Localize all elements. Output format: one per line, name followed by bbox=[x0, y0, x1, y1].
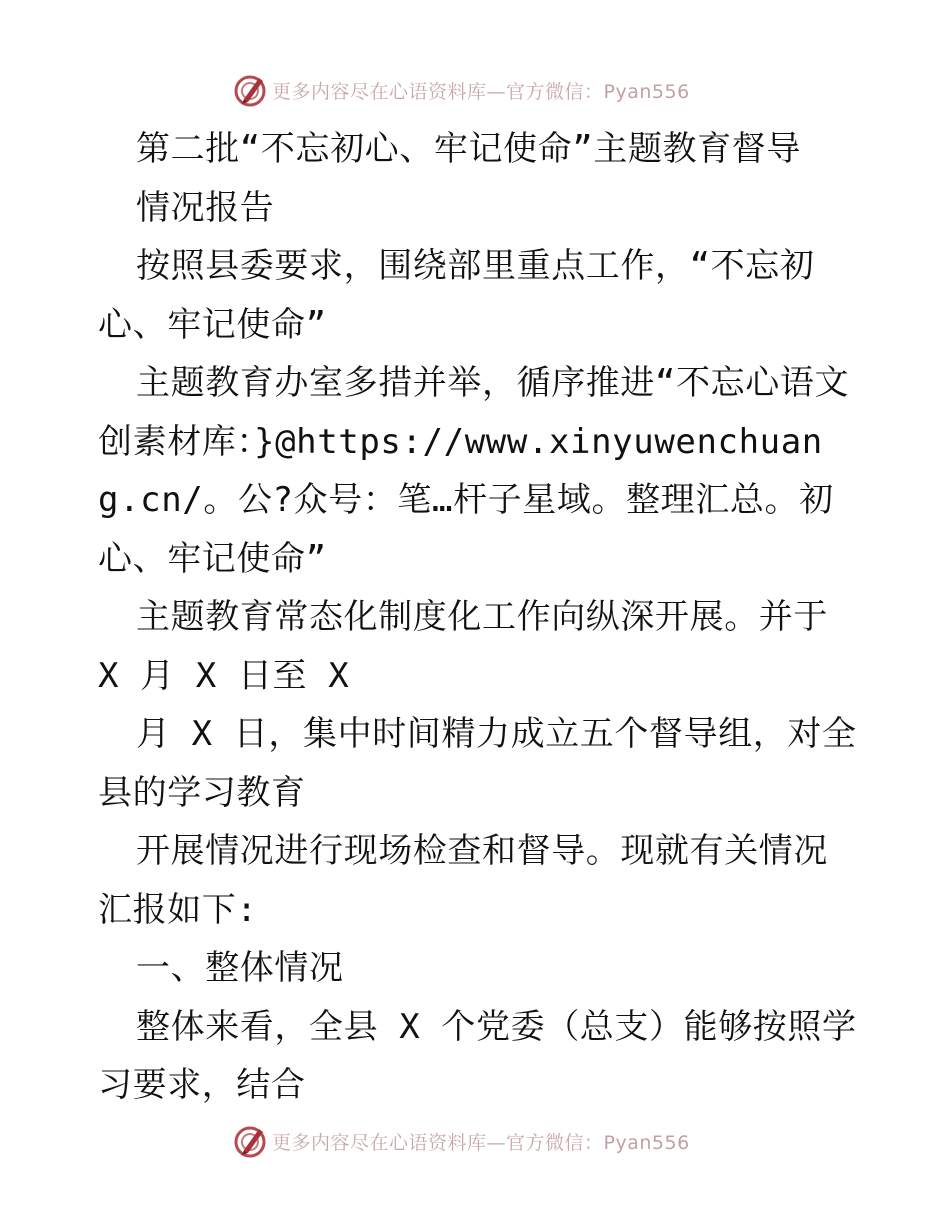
paragraph: 按照县委要求，围绕部里重点工作，“不忘初心、牢记使命” bbox=[98, 246, 815, 345]
banner-text: 更多内容尽在心语资料库—官方微信：Pyan556 bbox=[272, 1131, 690, 1154]
pen-circle-logo-icon bbox=[232, 72, 268, 108]
footer-banner bbox=[232, 1121, 690, 1161]
wechat-id: Pyan556 bbox=[603, 1131, 690, 1154]
document-title-line-1: 第二批“不忘初心、牢记使命”主题教育督导 bbox=[136, 129, 801, 169]
document-title-line-2: 情况报告 bbox=[136, 187, 275, 228]
banner-text: 更多内容尽在心语资料库—官方微信：Pyan556 bbox=[272, 80, 690, 103]
paragraph: 开展情况进行现场检查和督导。现就有关情况汇报如下: bbox=[98, 831, 828, 930]
paragraph: 主题教育办室多措并举，循序推进“不忘心语文创素材库：}@https://www.xinyuwenchuang.cn/。公?众号：笔…杆子星域。整理汇总。初心、牢记使命” bbox=[98, 363, 850, 579]
paragraph: 主题教育常态化制度化工作向纵深开展。并于 X 月 X 日至 X bbox=[98, 597, 828, 696]
paragraph: 整体来看，全县 X 个党委（总支）能够按照学习要求，结合 bbox=[98, 1006, 857, 1105]
section-heading: 一、整体情况 bbox=[136, 948, 344, 988]
wechat-id: Pyan556 bbox=[603, 80, 690, 103]
document-body bbox=[98, 120, 858, 1115]
pen-circle-logo-icon bbox=[232, 1123, 268, 1159]
paragraph: 月 X 日，集中时间精力成立五个督导组，对全县的学习教育 bbox=[98, 714, 857, 813]
header-banner bbox=[232, 70, 690, 110]
